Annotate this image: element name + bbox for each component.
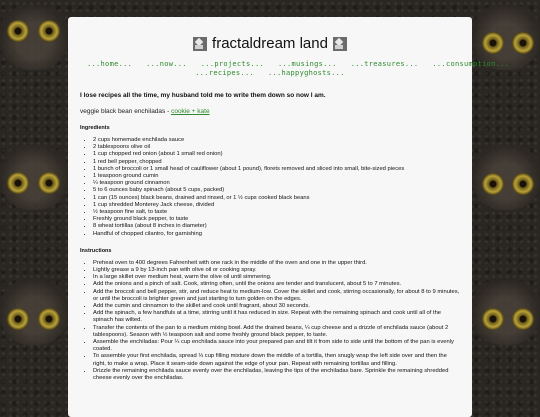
content-panel: [68, 17, 510, 417]
ingredient-item: • 1 cup chopped red onion (about 1 small red onion): [93, 151, 460, 158]
nav-link-recipes[interactable]: ...recipes...: [195, 69, 254, 77]
house-icon: [333, 37, 347, 51]
nav-link-happyghosts[interactable]: ...happyghosts...: [267, 69, 345, 77]
nav-link-home[interactable]: ...home...: [87, 60, 133, 68]
recipe-name: veggie black bean enchiladas: [80, 108, 166, 115]
instructions-heading: Instructions: [80, 247, 112, 254]
intro-text: I lose recipes all the time, my husband told me to write them down so now I am.: [80, 92, 326, 99]
instruction-item: • Add the broccoli and bell pepper, stir, and reduce heat to medium-low. Cover the skillet and cook, stirring occasionally, for about 8 to 9 minutes, or until the broccoli is brighter green and just starting to turn golden on the edges.: [93, 289, 460, 303]
nav-row-2: [80, 69, 460, 78]
title-separator: -: [165, 108, 172, 115]
ingredient-item: • 1 teaspoon ground cumin: [93, 173, 460, 180]
nav-link-consumption[interactable]: ...consumption...: [432, 60, 510, 68]
nav-link-projects[interactable]: ...projects...: [200, 60, 264, 68]
ingredient-item: • 2 tablespoons olive oil: [93, 144, 460, 151]
nav-link-now[interactable]: ...now...: [146, 60, 187, 68]
ingredient-item: • 1 can (15 ounces) black beans, drained and rinsed, or 1 ½ cups cooked black beans: [93, 195, 460, 202]
instruction-item: • Add the onions and a pinch of salt. Cook, stirring often, until the onions are tender and translucent, about 5 to 7 minutes.: [93, 281, 460, 288]
ingredient-item: • 5 to 6 ounces baby spinach (about 5 cups, packed): [93, 187, 460, 194]
instruction-item: • Transfer the contents of the pan to a medium mixing bowl. Add the drained beans, ¼ cup cheese and a drizzle of enchilada sauce (about 2 tablespoons). Season with ½ teaspoon salt and some freshly ground black pepper, to taste.: [93, 325, 460, 339]
ingredient-item: • Handful of chopped cilantro, for garnishing: [93, 231, 460, 238]
ingredient-item: • 1 cup shredded Monterey Jack cheese, divided: [93, 202, 460, 209]
instructions-list: [80, 260, 460, 382]
recipe-title: [80, 108, 460, 115]
instruction-item: • To assemble your first enchilada, spread ⅓ cup filling mixture down the middle of a tortilla, then snugly wrap the left side over and then the right, to make a wrap. Place it seam-side down against the edge of your pan. Repeat with remaining tortillas and filling.: [93, 353, 460, 367]
ingredient-item: • 2 cups homemade enchilada sauce: [93, 137, 460, 144]
ingredients-heading: Ingredients: [80, 125, 110, 131]
main-nav: [80, 60, 510, 78]
site-header: [80, 35, 510, 78]
nav-link-treasures[interactable]: ...treasures...: [350, 60, 419, 68]
instruction-item: • Add the cumin and cinnamon to the skillet and cook until fragrant, about 30 seconds.: [93, 303, 460, 310]
ingredient-item: • ½ teaspoon fine salt, to taste: [93, 209, 460, 216]
instruction-item: • Lightly grease a 9 by 13-inch pan with olive oil or cooking spray.: [93, 267, 460, 274]
site-title: fractaldream land: [212, 35, 328, 52]
instruction-item: • Add the spinach, a few handfuls at a time, stirring until it has reduced in size. Repeat with the remaining spinach and cook until all of the spinach has wilted.: [93, 310, 460, 324]
house-icon: [193, 37, 207, 51]
source-link[interactable]: cookie + kate: [171, 108, 210, 115]
ingredients-list: [80, 137, 460, 238]
ingredient-item: • 1 bunch of broccoli or 1 small head of cauliflower (about 1 pound), florets removed and sliced into small, bite-sized pieces: [93, 166, 460, 173]
instruction-item: • Drizzle the remaining enchilada sauce evenly over the enchiladas, leaving the tips of the enchiladas bare. Sprinkle the remaining shredded cheese evenly over the enchiladas.: [93, 368, 460, 382]
ingredient-item: • 8 wheat tortillas (about 8 inches in diameter): [93, 223, 460, 230]
title-row: [80, 35, 460, 52]
ingredient-item: • ¼ teaspoon ground cinnamon: [93, 180, 460, 187]
ingredient-item: • Freshly ground black pepper, to taste: [93, 216, 460, 223]
instruction-item: • Preheat oven to 400 degrees Fahrenheit with one rack in the middle of the oven and one in the upper third.: [93, 260, 460, 267]
instruction-item: • In a large skillet over medium heat, warm the olive oil until simmering.: [93, 274, 460, 281]
ingredient-item: • 1 red bell pepper, chopped: [93, 159, 460, 166]
instruction-item: • Assemble the enchiladas: Pour ¼ cup enchilada sauce into your prepared pan and tilt it from side to side until the bottom of the pan is evenly coated.: [93, 339, 460, 353]
nav-row-1: [80, 60, 510, 69]
nav-link-musings[interactable]: ...musings...: [278, 60, 337, 68]
